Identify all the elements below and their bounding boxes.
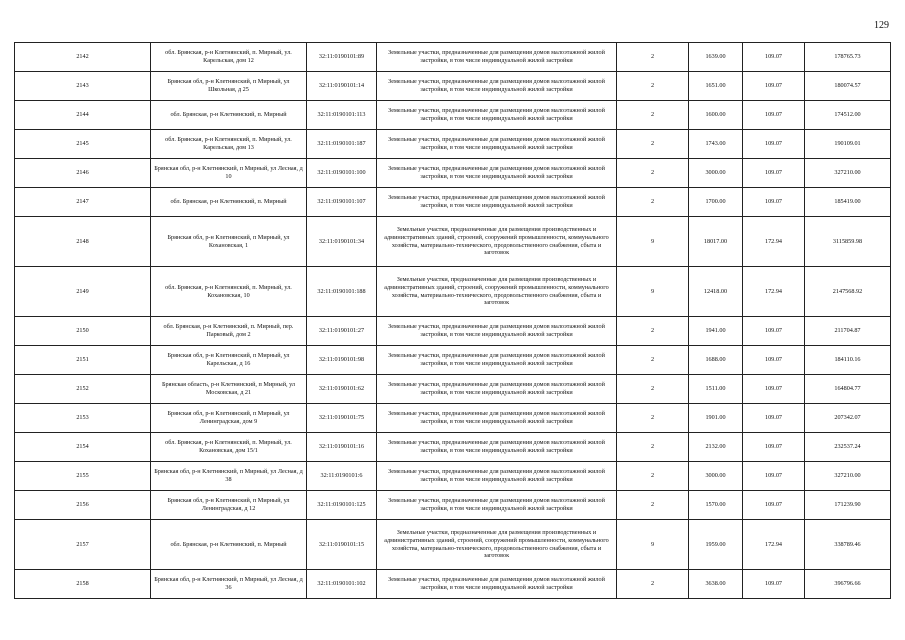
area-cell: 18017.00 (689, 217, 743, 267)
area-cell: 1570.00 (689, 491, 743, 520)
unit-value-cell: 109.07 (743, 462, 805, 491)
cadastral-number-cell: 32:11:0190101:34 (307, 217, 377, 267)
unit-value-cell: 109.07 (743, 346, 805, 375)
table-row (15, 317, 891, 346)
cadastral-value-cell: 171239.90 (805, 491, 891, 520)
permitted-use-cell: Земельные участки, предназначенные для размещения домов малоэтажной жилой застройки, в том числе индивидуальной жилой застройки (377, 72, 617, 101)
group-code-cell: 2 (617, 188, 689, 217)
table-row (15, 101, 891, 130)
cadastral-value-cell: 190109.01 (805, 130, 891, 159)
row-number-cell: 2145 (15, 130, 151, 159)
unit-value-cell: 172.94 (743, 267, 805, 317)
permitted-use-cell: Земельные участки, предназначенные для размещения домов малоэтажной жилой застройки, в том числе индивидуальной жилой застройки (377, 43, 617, 72)
unit-value-cell: 109.07 (743, 317, 805, 346)
unit-value-cell: 109.07 (743, 375, 805, 404)
cadastral-value-cell: 338789.46 (805, 520, 891, 570)
unit-value-cell: 109.07 (743, 570, 805, 599)
permitted-use-cell: Земельные участки, предназначенные для размещения домов малоэтажной жилой застройки, в том числе индивидуальной жилой застройки (377, 159, 617, 188)
group-code-cell: 2 (617, 404, 689, 433)
group-code-cell: 9 (617, 520, 689, 570)
unit-value-cell: 109.07 (743, 433, 805, 462)
row-number-cell: 2144 (15, 101, 151, 130)
address-cell: Брянская обл, р-н Клетнянский, п Мирный, ул Школьная, д 25 (151, 72, 307, 101)
row-number-cell: 2149 (15, 267, 151, 317)
group-code-cell: 9 (617, 267, 689, 317)
cadastral-value-cell: 327210.00 (805, 159, 891, 188)
unit-value-cell: 109.07 (743, 72, 805, 101)
row-number-cell: 2154 (15, 433, 151, 462)
group-code-cell: 2 (617, 491, 689, 520)
cadastral-number-cell: 32:11:0190101:102 (307, 570, 377, 599)
unit-value-cell: 109.07 (743, 101, 805, 130)
area-cell: 1959.00 (689, 520, 743, 570)
cadastral-value-cell: 185419.00 (805, 188, 891, 217)
permitted-use-cell: Земельные участки, предназначенные для размещения домов малоэтажной жилой застройки, в том числе индивидуальной жилой застройки (377, 433, 617, 462)
unit-value-cell: 109.07 (743, 43, 805, 72)
permitted-use-cell: Земельные участки, предназначенные для размещения производственных и административных зданий, строений, сооружений промышленности, коммунального хозяйства, материально-технического, продовольственного снабжения, сбыта и заготовок (377, 520, 617, 570)
group-code-cell: 2 (617, 101, 689, 130)
table-row (15, 43, 891, 72)
group-code-cell: 9 (617, 217, 689, 267)
permitted-use-cell: Земельные участки, предназначенные для размещения домов малоэтажной жилой застройки, в том числе индивидуальной жилой застройки (377, 570, 617, 599)
cadastral-number-cell: 32:11:0190101:187 (307, 130, 377, 159)
row-number-cell: 2146 (15, 159, 151, 188)
unit-value-cell: 109.07 (743, 404, 805, 433)
row-number-cell: 2150 (15, 317, 151, 346)
area-cell: 3638.00 (689, 570, 743, 599)
address-cell: обл. Брянская, р-н Клетнянский, п. Мирный, пер. Парковый, дом 2 (151, 317, 307, 346)
permitted-use-cell: Земельные участки, предназначенные для размещения домов малоэтажной жилой застройки, в том числе индивидуальной жилой застройки (377, 101, 617, 130)
cadastral-number-cell: 32:11:0190101:16 (307, 433, 377, 462)
table-row (15, 520, 891, 570)
row-number-cell: 2142 (15, 43, 151, 72)
cadastral-number-cell: 32:11:0190101:100 (307, 159, 377, 188)
table-row (15, 346, 891, 375)
group-code-cell: 2 (617, 130, 689, 159)
table-row (15, 375, 891, 404)
address-cell: Брянская обл, р-н Клетнянский, п Мирный, ул Кохановская, 1 (151, 217, 307, 267)
cadastral-value-cell: 184110.16 (805, 346, 891, 375)
address-cell: Брянская обл, р-н Клетнянский, п Мирный, ул Лесная, д 10 (151, 159, 307, 188)
table-body (15, 43, 891, 599)
table-row (15, 433, 891, 462)
page-number: 129 (874, 20, 889, 31)
cadastral-number-cell: 32:11:0190101:89 (307, 43, 377, 72)
cadastral-value-cell: 232537.24 (805, 433, 891, 462)
address-cell: Брянская область, р-н Клетнянский, п Мирный, ул Московская, д 21 (151, 375, 307, 404)
table-row (15, 462, 891, 491)
group-code-cell: 2 (617, 317, 689, 346)
row-number-cell: 2151 (15, 346, 151, 375)
group-code-cell: 2 (617, 43, 689, 72)
row-number-cell: 2143 (15, 72, 151, 101)
permitted-use-cell: Земельные участки, предназначенные для размещения домов малоэтажной жилой застройки, в том числе индивидуальной жилой застройки (377, 130, 617, 159)
unit-value-cell: 172.94 (743, 217, 805, 267)
address-cell: Брянская обл, р-н Клетнянский, п Мирный, ул Карельская, д 16 (151, 346, 307, 375)
cadastral-number-cell: 32:11:0190101:6 (307, 462, 377, 491)
table-row (15, 267, 891, 317)
area-cell: 1688.00 (689, 346, 743, 375)
table-row (15, 570, 891, 599)
table-row (15, 217, 891, 267)
group-code-cell: 2 (617, 570, 689, 599)
area-cell: 1700.00 (689, 188, 743, 217)
area-cell: 2132.00 (689, 433, 743, 462)
cadastral-value-table (14, 42, 891, 599)
area-cell: 1600.00 (689, 101, 743, 130)
group-code-cell: 2 (617, 346, 689, 375)
unit-value-cell: 109.07 (743, 188, 805, 217)
table-row (15, 130, 891, 159)
unit-value-cell: 109.07 (743, 159, 805, 188)
cadastral-number-cell: 32:11:0190101:188 (307, 267, 377, 317)
cadastral-value-cell: 396796.66 (805, 570, 891, 599)
address-cell: Брянская обл, р-н Клетнянский, п Мирный, ул Ленинградская, дом 9 (151, 404, 307, 433)
cadastral-number-cell: 32:11:0190101:75 (307, 404, 377, 433)
area-cell: 1941.00 (689, 317, 743, 346)
permitted-use-cell: Земельные участки, предназначенные для размещения домов малоэтажной жилой застройки, в том числе индивидуальной жилой застройки (377, 462, 617, 491)
address-cell: Брянская обл, р-н Клетнянский, п Мирный, ул Лесная, д 38 (151, 462, 307, 491)
permitted-use-cell: Земельные участки, предназначенные для размещения домов малоэтажной жилой застройки, в том числе индивидуальной жилой застройки (377, 375, 617, 404)
cadastral-number-cell: 32:11:0190101:125 (307, 491, 377, 520)
cadastral-value-cell: 180074.57 (805, 72, 891, 101)
address-cell: обл. Брянская, р-н Клетнянский, п. Мирный (151, 520, 307, 570)
area-cell: 1743.00 (689, 130, 743, 159)
table-row (15, 491, 891, 520)
row-number-cell: 2152 (15, 375, 151, 404)
cadastral-value-cell: 164804.77 (805, 375, 891, 404)
address-cell: обл. Брянская, р-н Клетнянский, п. Мирный, ул. Карельская, дом 13 (151, 130, 307, 159)
permitted-use-cell: Земельные участки, предназначенные для размещения домов малоэтажной жилой застройки, в том числе индивидуальной жилой застройки (377, 491, 617, 520)
cadastral-value-cell: 207342.07 (805, 404, 891, 433)
area-cell: 1639.00 (689, 43, 743, 72)
permitted-use-cell: Земельные участки, предназначенные для размещения домов малоэтажной жилой застройки, в том числе индивидуальной жилой застройки (377, 188, 617, 217)
address-cell: Брянская обл, р-н Клетнянский, п Мирный, ул Лесная, д 36 (151, 570, 307, 599)
cadastral-value-cell: 327210.00 (805, 462, 891, 491)
group-code-cell: 2 (617, 462, 689, 491)
unit-value-cell: 109.07 (743, 491, 805, 520)
permitted-use-cell: Земельные участки, предназначенные для размещения домов малоэтажной жилой застройки, в том числе индивидуальной жилой застройки (377, 346, 617, 375)
address-cell: обл. Брянская, р-н Клетнянский, п. Мирный (151, 101, 307, 130)
area-cell: 1511.00 (689, 375, 743, 404)
cadastral-value-cell: 3115859.98 (805, 217, 891, 267)
row-number-cell: 2158 (15, 570, 151, 599)
cadastral-number-cell: 32:11:0190101:27 (307, 317, 377, 346)
permitted-use-cell: Земельные участки, предназначенные для размещения домов малоэтажной жилой застройки, в том числе индивидуальной жилой застройки (377, 404, 617, 433)
row-number-cell: 2155 (15, 462, 151, 491)
group-code-cell: 2 (617, 159, 689, 188)
group-code-cell: 2 (617, 72, 689, 101)
cadastral-number-cell: 32:11:0190101:14 (307, 72, 377, 101)
row-number-cell: 2153 (15, 404, 151, 433)
permitted-use-cell: Земельные участки, предназначенные для размещения производственных и административных зданий, строений, сооружений промышленности, коммунального хозяйства, материально-технического, продовольственного снабжения, сбыта и заготовок (377, 217, 617, 267)
address-cell: обл. Брянская, р-н Клетнянский, п. Мирный (151, 188, 307, 217)
address-cell: обл. Брянская, р-н Клетнянский, п. Мирный, ул. Кохановская, дом 15/1 (151, 433, 307, 462)
address-cell: обл. Брянская, р-н Клетнянский, п. Мирный, ул. Кохановская, 10 (151, 267, 307, 317)
row-number-cell: 2147 (15, 188, 151, 217)
address-cell: Брянская обл, р-н Клетнянский, п Мирный, ул Ленинградская, д 12 (151, 491, 307, 520)
row-number-cell: 2157 (15, 520, 151, 570)
cadastral-value-cell: 174512.00 (805, 101, 891, 130)
area-cell: 3000.00 (689, 462, 743, 491)
row-number-cell: 2148 (15, 217, 151, 267)
cadastral-value-cell: 211704.87 (805, 317, 891, 346)
cadastral-value-cell: 2147568.92 (805, 267, 891, 317)
table-row (15, 159, 891, 188)
area-cell: 12418.00 (689, 267, 743, 317)
unit-value-cell: 109.07 (743, 130, 805, 159)
cadastral-value-cell: 178765.73 (805, 43, 891, 72)
cadastral-number-cell: 32:11:0190101:62 (307, 375, 377, 404)
table-row (15, 72, 891, 101)
area-cell: 1651.00 (689, 72, 743, 101)
unit-value-cell: 172.94 (743, 520, 805, 570)
cadastral-number-cell: 32:11:0190101:98 (307, 346, 377, 375)
cadastral-number-cell: 32:11:0190101:15 (307, 520, 377, 570)
row-number-cell: 2156 (15, 491, 151, 520)
permitted-use-cell: Земельные участки, предназначенные для размещения производственных и административных зданий, строений, сооружений промышленности, коммунального хозяйства, материально-технического, продовольственного снабжения, сбыта и заготовок (377, 267, 617, 317)
permitted-use-cell: Земельные участки, предназначенные для размещения домов малоэтажной жилой застройки, в том числе индивидуальной жилой застройки (377, 317, 617, 346)
area-cell: 1901.00 (689, 404, 743, 433)
table-row (15, 188, 891, 217)
group-code-cell: 2 (617, 375, 689, 404)
cadastral-number-cell: 32:11:0190101:107 (307, 188, 377, 217)
address-cell: обл. Брянская, р-н Клетнянский, п. Мирный, ул. Карельская, дом 12 (151, 43, 307, 72)
table-row (15, 404, 891, 433)
cadastral-number-cell: 32:11:0190101:113 (307, 101, 377, 130)
area-cell: 3000.00 (689, 159, 743, 188)
group-code-cell: 2 (617, 433, 689, 462)
